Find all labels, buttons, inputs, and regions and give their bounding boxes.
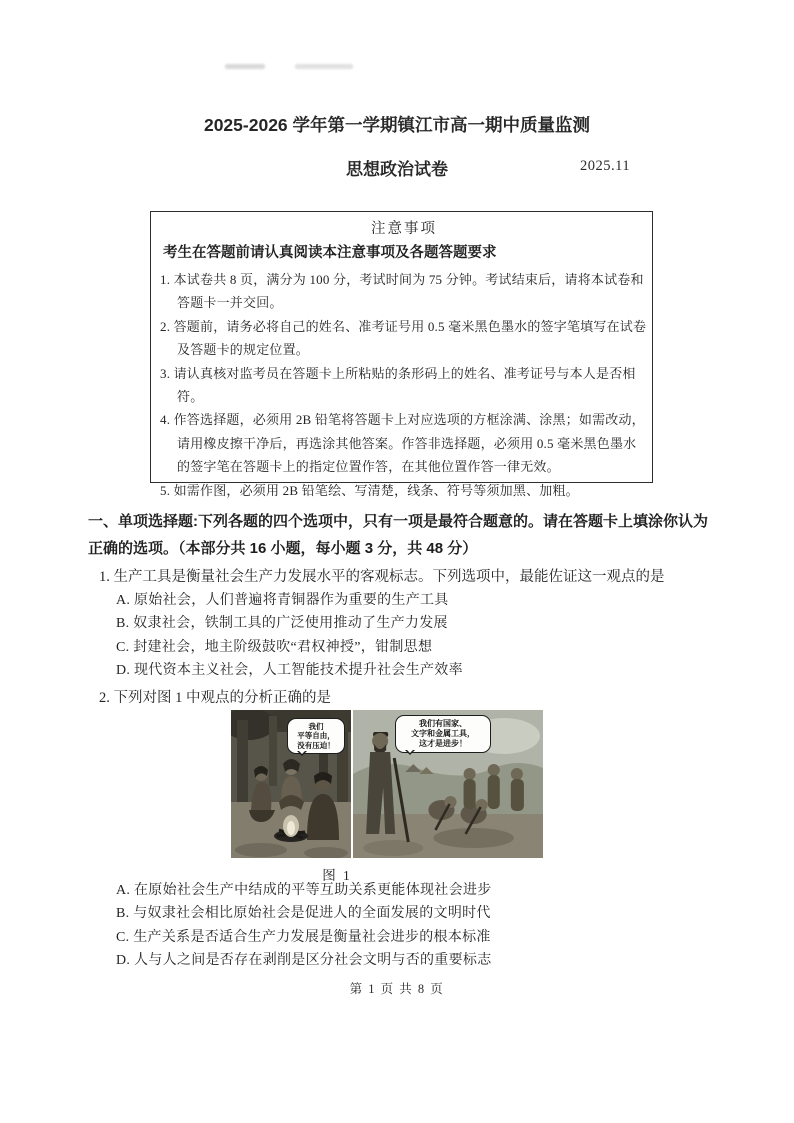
scan-smudge: [295, 64, 353, 69]
notice-item-list: [160, 268, 648, 502]
bubble-line: 这才是进步！: [419, 739, 467, 748]
subtitle-row: [0, 155, 794, 181]
notice-box: [150, 211, 653, 498]
notice-item: 4. 作答选择题，必须用 2B 铅笔将答题卡上对应选项的方框涂满、涂黑；如需改动，请用橡皮擦干净后，再选涂其他答案。作答非选择题，必须用 0.5 毫米黑色墨水的签字笔在答题卡上的指定位置作答，在其他位置作答一律无效。: [160, 412, 645, 475]
speech-bubble-slave-owner: [395, 715, 491, 753]
question-2-options: [116, 879, 716, 973]
notice-heading: 注意事项: [371, 221, 437, 237]
notice-intro: 考生在答题前请认真阅读本注意事项及各题答题要求: [163, 245, 497, 261]
figure-1: [231, 710, 543, 882]
notice-item: 1. 本试卷共 8 页，满分为 100 分，考试时间为 75 分钟。考试结束后，请将本试卷和答题卡一并交回。: [160, 272, 644, 311]
bubble-line: 我们: [308, 722, 324, 731]
bubble-line: 平等自由，: [297, 731, 335, 741]
answer-option: C. 封建社会，地主阶级鼓吹“君权神授”，钳制思想: [116, 639, 433, 655]
notice-item: 5. 如需作图，必须用 2B 铅笔绘、写清楚，线条、符号等须加黑、加粗。: [160, 482, 579, 498]
answer-option: B. 奴隶社会，铁制工具的广泛使用推动了生产力发展: [116, 616, 448, 632]
notice-item: 2. 答题前，请务必将自己的姓名、准考证号用 0.5 毫米黑色墨水的签字笔填写在试卷及答题卡的规定位置。: [160, 318, 647, 358]
paper-subject-title: 思想政治试卷: [346, 160, 448, 179]
answer-option: B. 与奴隶社会相比原始社会是促进人的全面发展的文明时代: [116, 906, 491, 922]
speech-bubble-primitive: [287, 718, 345, 754]
question-2-text: 2. 下列对图 1 中观点的分析正确的是: [99, 690, 331, 706]
answer-option: D. 人与人之间是否存在剥削是区分社会文明与否的重要标志: [116, 953, 492, 969]
scan-smudge: [225, 64, 265, 69]
bubble-line: 我们有国家、: [419, 719, 467, 728]
answer-option: A. 在原始社会生产中结成的平等互助关系更能体现社会进步: [116, 883, 492, 898]
page-footer: 第 1 页 共 8 页: [349, 982, 445, 996]
question-1-options: [116, 589, 716, 683]
answer-option: D. 现代资本主义社会，人工智能技术提升社会生产效率: [116, 663, 463, 679]
bubble-line: 文字和金属工具，: [411, 729, 475, 738]
paper-date: 2025.11: [580, 158, 631, 174]
comic-panel-slave-society: [353, 710, 543, 858]
answer-option: A. 原始社会，人们普遍将青铜器作为重要的生产工具: [116, 593, 449, 608]
comic-panel-primitive-society: [231, 710, 351, 858]
answer-option: C. 生产关系是否适合生产力发展是衡量社会进步的根本标准: [116, 929, 491, 945]
notice-item: 3. 请认真核对监考员在答题卡上所粘贴的条形码上的姓名、准考证号与本人是否相符。: [160, 365, 636, 405]
bubble-line: 没有压迫！: [297, 740, 335, 750]
page-title: 2025-2026 学年第一学期镇江市高一期中质量监测: [203, 115, 591, 135]
question-1-text: 1. 生产工具是衡量社会生产力发展水平的客观标志。下列选项中，最能佐证这一观点的是: [99, 569, 665, 585]
section-heading: 一、单项选择题:下列各题的四个选项中，只有一项是最符合题意的。请在答题卡上填涂你认为正确的选项。（本部分共 16 小题，每小题 3 分，共 48 分）: [88, 513, 708, 557]
figure-caption: 图 1: [322, 868, 352, 883]
